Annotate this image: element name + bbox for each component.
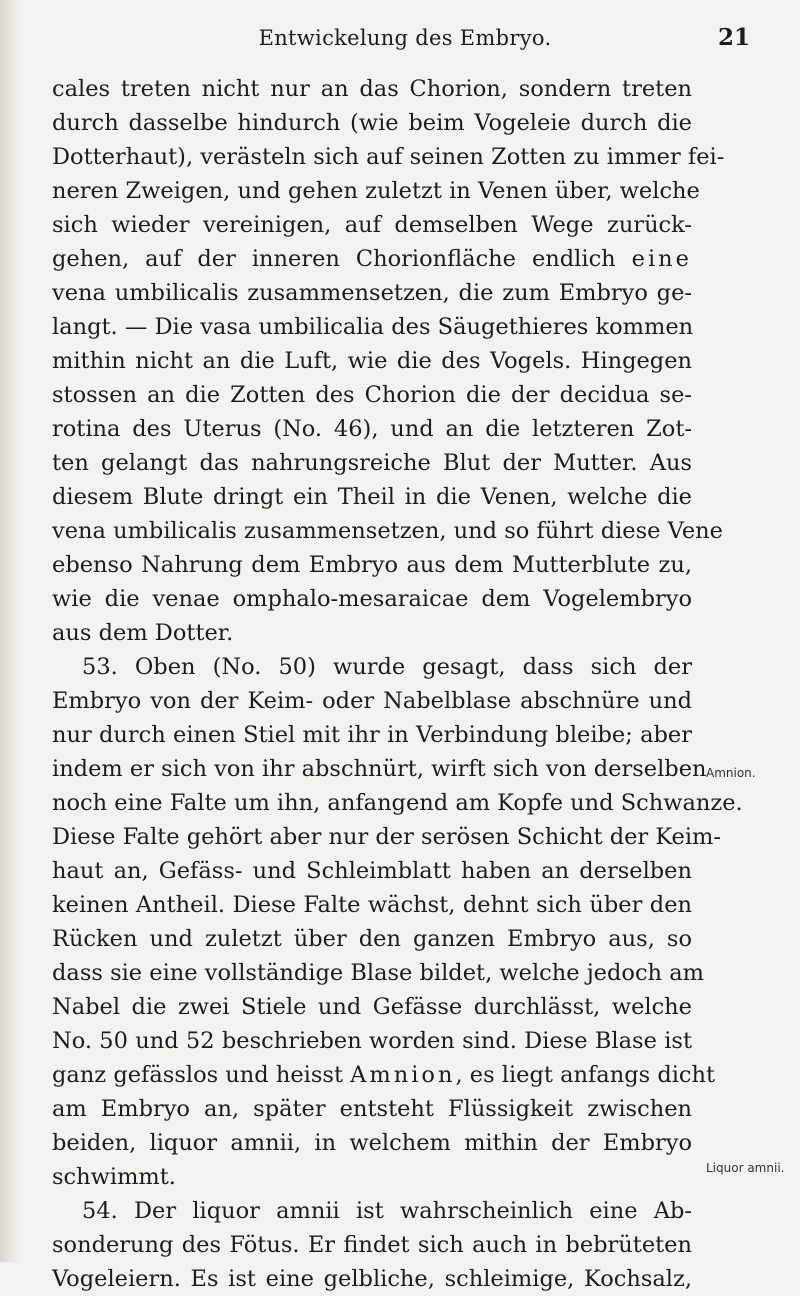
text-line: nur durch einen Stiel mit ihr in Verbindung bleibe; aber bbox=[52, 722, 692, 748]
page-header bbox=[60, 26, 750, 56]
text-line: diesem Blute dringt ein Theil in die Venen, welche die bbox=[52, 484, 692, 510]
text-line: sonderung des Fötus. Er findet sich auch in bebrüteten bbox=[52, 1232, 692, 1258]
binding-gutter bbox=[0, 0, 22, 1262]
text-line: dass sie eine vollständige Blase bildet, welche jedoch am bbox=[52, 960, 704, 986]
text-line: rotina des Uterus (No. 46), und an die letzteren Zot- bbox=[52, 416, 692, 442]
text-line: 54. Der liquor amnii ist wahrscheinlich eine Ab- bbox=[82, 1198, 692, 1224]
text-line: vena umbilicalis zusammensetzen, und so führt diese Vene bbox=[52, 518, 723, 544]
text-line: wie die venae omphalo-mesaraicae dem Vogelembryo bbox=[52, 586, 692, 612]
text-fragment: , es liegt anfangs dicht bbox=[455, 1062, 716, 1088]
text-line: haut an, Gefäss- und Schleimblatt haben an derselben bbox=[52, 858, 692, 884]
text-line: schwimmt. bbox=[52, 1164, 176, 1190]
text-line: Embryo von der Keim- oder Nabelblase abschnüre und bbox=[52, 688, 692, 714]
text-line: sich wieder vereinigen, auf demselben Wege zurück- bbox=[52, 212, 692, 238]
text-line: Diese Falte gehört aber nur der serösen Schicht der Keim- bbox=[52, 824, 721, 850]
text-line: ebenso Nahrung dem Embryo aus dem Mutterblute zu, bbox=[52, 552, 692, 578]
spaced-word-amnion: Amnion bbox=[350, 1062, 456, 1088]
text-line: Nabel die zwei Stiele und Gefässe durchlässt, welche bbox=[52, 994, 692, 1020]
body-text bbox=[52, 72, 743, 1296]
text-line: Dotterhaut), verästeln sich auf seinen Zotten zu immer fei- bbox=[52, 144, 725, 170]
text-line: vena umbilicalis zusammensetzen, die zum Embryo ge- bbox=[52, 280, 692, 306]
marginal-note-liquor-amnii: Liquor amnii. bbox=[706, 1161, 785, 1175]
spaced-word-eine: eine bbox=[631, 246, 692, 272]
text-fragment: gehen, auf der inneren Chorionfläche endlich bbox=[52, 246, 616, 272]
text-line: mithin nicht an die Luft, wie die des Vogels. Hingegen bbox=[52, 348, 692, 374]
text-line: ten gelangt das nahrungsreiche Blut der Mutter. Aus bbox=[52, 450, 692, 476]
text-fragment: ganz gefässlos und heisst bbox=[52, 1062, 343, 1088]
text-line: Rücken und zuletzt über den ganzen Embryo aus, so bbox=[52, 926, 692, 952]
text-line: aus dem Dotter. bbox=[52, 620, 234, 646]
text-line: langt. — Die vasa umbilicalia des Säugethieres kommen bbox=[52, 314, 694, 340]
text-line: neren Zweigen, und gehen zuletzt in Venen über, welche bbox=[52, 178, 700, 204]
text-line: 53. Oben (No. 50) wurde gesagt, dass sich der bbox=[82, 654, 692, 680]
text-line: beiden, liquor amnii, in welchem mithin der Embryo bbox=[52, 1130, 692, 1156]
text-line: noch eine Falte um ihn, anfangend am Kopfe und Schwanze. bbox=[52, 790, 743, 816]
text-line: cales treten nicht nur an das Chorion, sondern treten bbox=[52, 76, 692, 102]
text-line: indem er sich von ihr abschnürt, wirft sich von derselben bbox=[52, 756, 707, 782]
text-line: durch dasselbe hindurch (wie beim Vogeleie durch die bbox=[52, 110, 692, 136]
text-line: No. 50 und 52 beschrieben worden sind. Diese Blase ist bbox=[52, 1028, 692, 1054]
marginal-note-amnion: Amnion. bbox=[706, 766, 756, 780]
text-line: stossen an die Zotten des Chorion die der decidua se- bbox=[52, 382, 692, 408]
text-line: keinen Antheil. Diese Falte wächst, dehnt sich über den bbox=[52, 892, 692, 918]
text-line bbox=[52, 1058, 716, 1092]
text-line: am Embryo an, später entsteht Flüssigkeit zwischen bbox=[52, 1096, 692, 1122]
text-line bbox=[52, 242, 692, 276]
text-line: Vogeleiern. Es ist eine gelbliche, schleimige, Kochsalz, bbox=[52, 1266, 692, 1292]
running-head: Entwickelung des Embryo. bbox=[258, 26, 552, 50]
page-number: 21 bbox=[717, 24, 750, 51]
